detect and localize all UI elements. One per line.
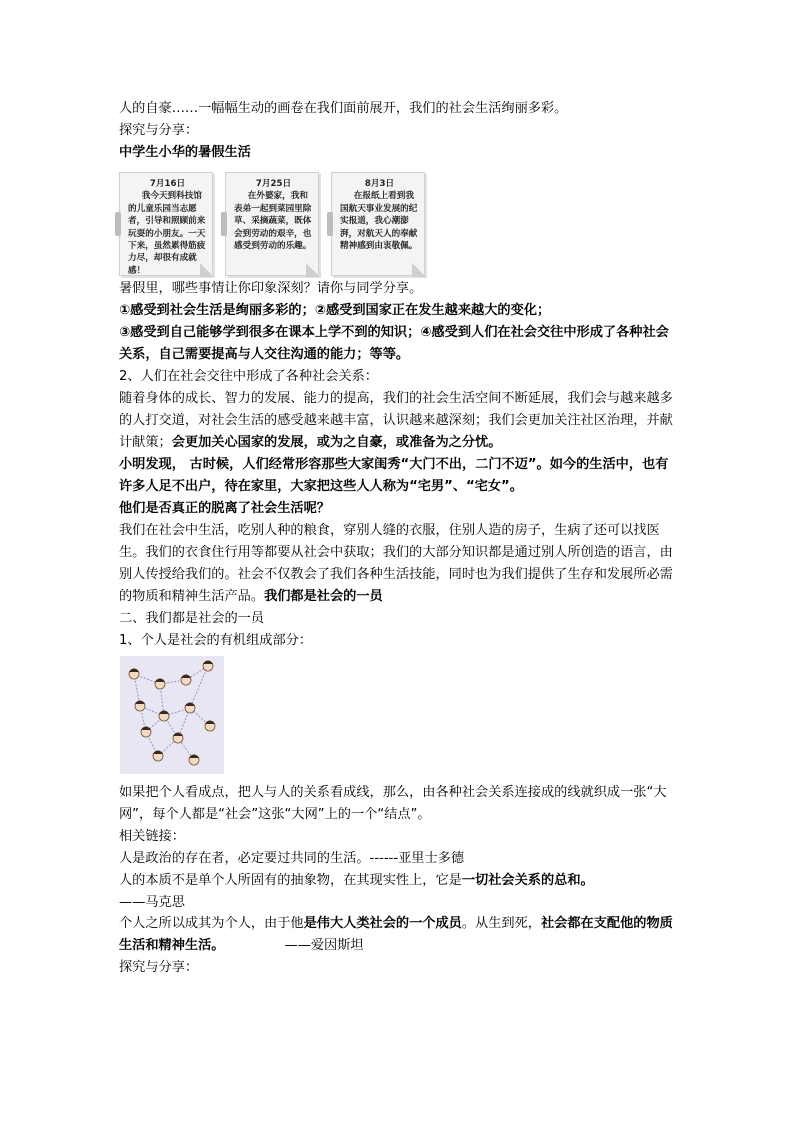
binder-clip-icon (115, 212, 121, 236)
paragraph-xiaoming: 小明发现， 古时候，人们经常形容那些大家闺秀“大门不出，二门不迈”。如今的生活中，也有许多人足不出户，待在家里，大家把这些人人称为“宅男”、“宅女”。 (119, 457, 669, 494)
related-links-label: 相关链接： (119, 829, 185, 844)
diary-note-3 (331, 172, 425, 276)
point-1-heading: 1、个人是社会的有机组成部分： (119, 633, 313, 648)
binder-clip-icon (221, 212, 227, 236)
section-label-explore-2: 探究与分享： (119, 960, 199, 975)
note-body: 我今天到科技馆的儿童乐园当志愿者，引导和照顾前来玩耍的小朋友。一天下来，虽然累得筋疲力尽，却很有成就感！ (128, 191, 206, 276)
note-body: 在报纸上看到我国航天事业发展的纪实报道，我心潮澎湃，对航天人的奉献精神感到由衷敬佩。 (340, 191, 418, 252)
paragraph-growth: 随着身体的成长、智力的发展、能力的提高，我们的社会生活空间不断延展，我们会与越来越多的人打交道，对社会生活的感受越来越丰富，认识越来越深刻；我们会更加关注社区治理，并献计献策；会更加关心国家的发展，或为之自豪，或准备为之分忧。 (119, 391, 673, 450)
page-curl-icon (412, 263, 426, 277)
document-page (119, 98, 679, 979)
answer-line-1: ①感受到社会生活是绚丽多彩的；②感受到国家正在发生越来越大的变化； (119, 303, 551, 318)
section-heading-2: 二、我们都是社会的一员 (119, 611, 265, 626)
note-date: 8月3日 (364, 179, 395, 189)
diary-note-1 (119, 172, 213, 276)
quote-aristotle: 人是政治的存在者，必定要过共同的生活。------亚里士多德 (119, 851, 465, 866)
paragraph-intro: 人的自豪……一幅幅生动的画卷在我们面前展开，我们的社会生活绚丽多彩。 (119, 101, 568, 116)
point-2-heading: 2、人们在社会交往中形成了各种社会关系： (119, 369, 378, 384)
binder-clip-icon (327, 212, 333, 236)
note-date: 7月25日 (255, 179, 292, 189)
question-summer: 暑假里，哪些事情让你印象深刻？请你与同学分享。 (119, 281, 423, 296)
diary-note-2 (225, 172, 319, 276)
page-curl-icon (306, 263, 320, 277)
section-title-summer: 中学生小华的暑假生活 (119, 145, 251, 160)
quote-einstein: 个人之所以成其为个人，由于他是伟大人类社会的一个成员。从生到死，社会都在支配他的物质生活和精神生活。 ——爱因斯坦 (119, 913, 679, 957)
paragraph-society-life: 我们在社会中生活，吃别人种的粮食，穿别人缝的衣服，住别人造的房子，生病了还可以找医生。我们的衣食住行用等都要从社会中获取；我们的大部分知识都是通过别人所创造的语言，由别人传授给我们的。社会不仅教会了我们各种生活技能，同时也为我们提供了生存和发展所必需的物质和精神生活产品。我们都是社会的一员 (119, 523, 673, 604)
note-date: 7月16日 (149, 179, 186, 189)
paragraph-big-net: 如果把个人看成点，把人与人的关系看成线，那么，由各种社会关系连接成的线就织成一张“大网”，每个人都是“社会”这张“大网”上的一个“结点”。 (119, 785, 667, 822)
quote-einstein-author: ——爱因斯坦 (284, 938, 364, 953)
answer-line-2: ③感受到自己能够学到很多在课本上学不到的知识；④感受到人们在社会交往中形成了各种社会关系，自己需要提高与人交往沟通的能力；等等。 (119, 325, 669, 362)
social-network-illustration (120, 656, 224, 774)
section-label-explore: 探究与分享： (119, 123, 199, 138)
quote-marx: 人的本质不是单个人所固有的抽象物，在其现实性上，它是一切社会关系的总和。 (119, 873, 594, 888)
note-body: 在外婆家，我和表弟一起到菜园里除草、采摘蔬菜，既体会到劳动的艰辛，也感受到劳动的乐趣。 (234, 191, 312, 252)
quote-marx-author: ——马克思 (119, 895, 185, 910)
diary-notes (119, 168, 679, 276)
question-detached: 他们是否真正的脱离了社会生活呢？ (119, 501, 330, 516)
